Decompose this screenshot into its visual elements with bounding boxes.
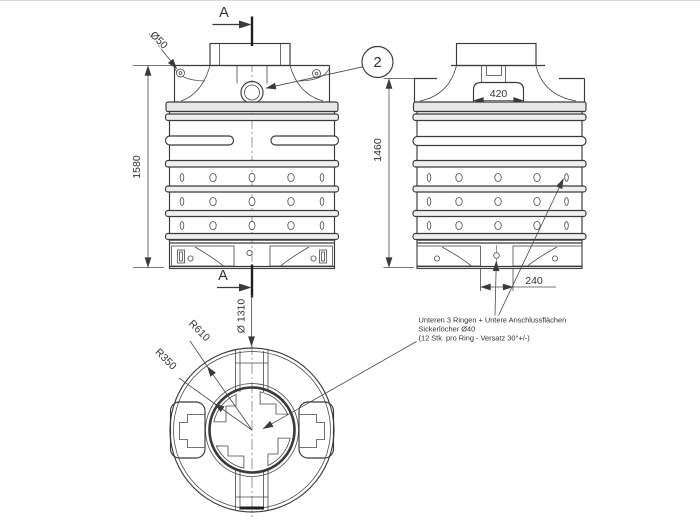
section-label-bottom: A bbox=[218, 268, 228, 284]
leader-to-bottom-hole bbox=[495, 261, 496, 316]
dim-lid-hole-text: Ø50 bbox=[147, 29, 170, 52]
front-rib-segment-right bbox=[271, 136, 339, 145]
front-seepage-holes-row-1 bbox=[180, 173, 324, 181]
side-seepage-holes-row-1 bbox=[427, 174, 568, 182]
dim-dome-opening-text: 420 bbox=[489, 88, 508, 100]
annotation-line-2: Sickerlöcher Ø40 bbox=[418, 324, 476, 334]
side-view bbox=[372, 44, 586, 292]
side-neck bbox=[457, 44, 537, 66]
dim-height-side-text: 1460 bbox=[372, 138, 384, 162]
dim-height-side bbox=[372, 79, 415, 268]
side-bottom-band bbox=[417, 241, 582, 270]
dim-dome-opening bbox=[474, 88, 524, 101]
dim-outer-diameter bbox=[236, 295, 252, 347]
dim-lid-hole bbox=[147, 29, 176, 69]
section-arrow-top bbox=[239, 21, 252, 29]
side-top-flange bbox=[414, 102, 587, 112]
dim-bottom-offset-text: 240 bbox=[525, 275, 543, 287]
annotation-line-3: (12 Stk. pro Ring - Versatz 30°+/-) bbox=[418, 333, 530, 343]
side-seepage-holes-row-2 bbox=[427, 198, 568, 206]
dim-radius-outer-text: R610 bbox=[186, 317, 213, 344]
section-arrow-bottom bbox=[239, 284, 252, 292]
dim-height-total-text: 1580 bbox=[131, 155, 143, 179]
leader-to-ring-hole bbox=[499, 179, 564, 316]
lid-screw-hole-left bbox=[177, 69, 185, 77]
section-label-top: A bbox=[219, 5, 229, 21]
dim-bottom-offset bbox=[481, 269, 557, 291]
front-seepage-holes-row-3 bbox=[180, 221, 324, 229]
sheet-top-border bbox=[0, 0, 700, 1]
bottom-view bbox=[153, 318, 334, 517]
leader-to-bottom-view bbox=[263, 342, 417, 429]
front-seepage-holes-row-2 bbox=[180, 197, 324, 205]
front-neck bbox=[210, 44, 290, 66]
front-rib-segment-left bbox=[166, 136, 234, 145]
dim-radius-inner-text: R350 bbox=[152, 346, 179, 373]
bottom-center-hole bbox=[247, 250, 252, 255]
front-top-flange bbox=[166, 102, 338, 112]
side-bottom-center-hole bbox=[494, 253, 500, 259]
balloon-label: 2 bbox=[373, 54, 382, 71]
front-bottom-band bbox=[170, 241, 335, 269]
side-seepage-holes-row-3 bbox=[427, 222, 568, 230]
dim-outer-diameter-text: Ø 1310 bbox=[235, 298, 248, 334]
annotation-line-1: Unteren 3 Ringen + Untere Anschlussflächen bbox=[418, 315, 567, 325]
front-view bbox=[131, 5, 393, 347]
